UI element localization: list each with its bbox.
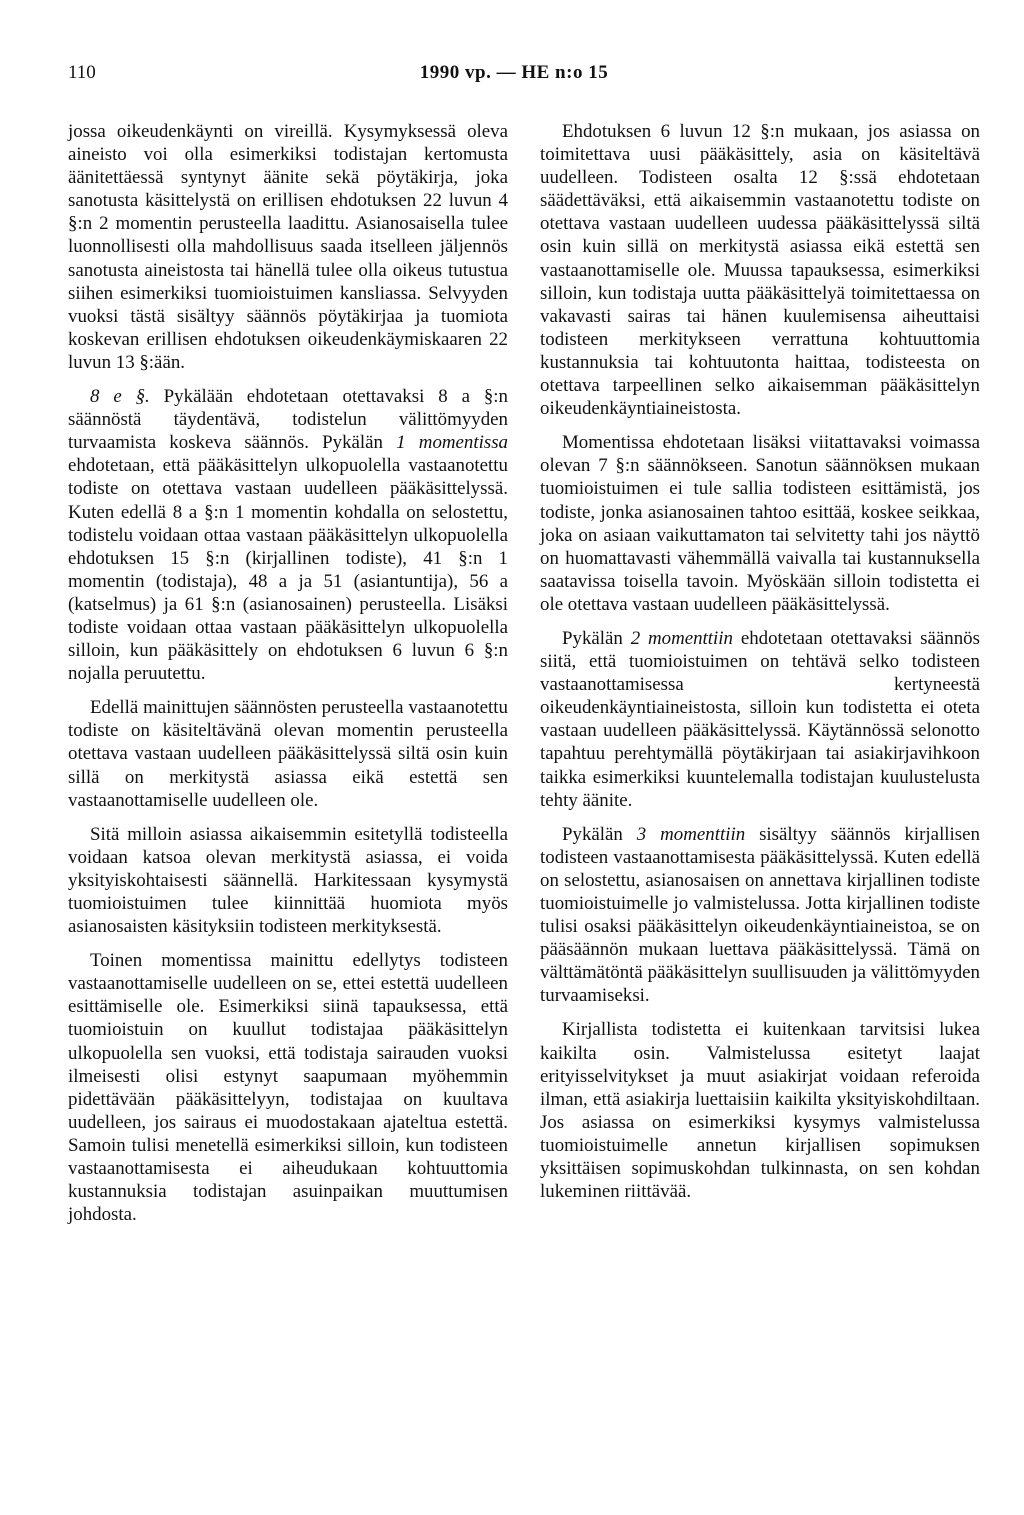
left-paragraph-4: Sitä milloin asiassa aikaisemmin esitetyllä todisteella voidaan katsoa olevan merkitystä asiassa, ei voida yksityiskohtaisesti säännellä. Harkitessaan kysymystä tuomioistuimen tulee kiinnittää huomiota myös asianosaisten käsityksiin todisteen merkityksestä. xyxy=(68,823,508,938)
left-paragraph-3: Edellä mainittujen säännösten perusteella vastaanotettu todiste on käsiteltävänä olevan momentin perusteella otettava vastaan uudelleen pääkäsittelyssä siltä osin kuin sillä on merkitystä asiassa eikä estettä sen vastaanottamiselle uudelleen ole. xyxy=(68,697,508,811)
left-paragraph-2 xyxy=(68,385,508,685)
right-paragraph-4-text-b: sisältyy säännös kirjallisen todisteen vastaanottamisesta pääkäsittelyssä. Kuten edellä on selostettu, asianosaisen on annettava kirjallinen todiste tuomioistuimelle jo valmistelussa. Jotta kirjallinen todiste tulisi osaksi pääkäsittelyn oikeudenkäyntiaineistoa, se on pääsäännön mukaan luettava pääkäsittelyssä. Tämä on välttämätöntä pääkäsittelyn suullisuuden ja välittömyyden turvaamiseksi. xyxy=(540,823,980,1007)
left-paragraph-2-text-b: ehdotetaan, että pääkäsittelyn ulkopuolella vastaanotettu todiste on otettava vastaan uudelleen pääkäsittelyssä. Kuten edellä 8 a §:n 1 momentin kohdalla on selostettu, todistelu voidaan ottaa vastaan pääkäsittelyn ulkopuolella ehdotuksen 15 §:n (kirjallinen todiste), 41 §:n 1 momentin (todistaja), 48 a ja 51 (asiantuntija), 56 a (katselmus) ja 61 §:n (asianosainen) perusteella. Lisäksi todiste voidaan ottaa vastaan pääkäsittelyn ulkopuolella silloin, kun pääkäsittely on ehdotuksen 6 luvun 6 §:n nojalla peruutettu. xyxy=(68,455,508,685)
page-header xyxy=(68,62,960,90)
left-paragraph-5: Toinen momentissa mainittu edellytys todisteen vastaanottamiselle uudelleen on se, ettei estettä uudelleen esittämiselle ole. Esimerkiksi siinä tapauksessa, että tuomioistuin on kuullut todistajaa pääkäsittelyn ulkopuolella sen vuoksi, että todistaja sairauden vuoksi ilmeisesti olisi estynyt saapumaan myöhemmin pidettävään pääkäsittelyyn, todistajaa on kuultava uudelleen, jos sairaus ei muodostakaan ajateltua estettä. Samoin tulisi menetellä esimerkiksi silloin, kun todisteen vastaanottamisesta ei aiheudukaan kohtuuttomia kustannuksia todistajan asuinpaikan muuttumisen johdosta. xyxy=(68,950,508,1226)
right-paragraph-4-emphasis: 3 momenttiin xyxy=(636,823,746,845)
right-paragraph-3-text-a: Pykälän xyxy=(562,627,631,649)
left-paragraph-2-emphasis: 1 momentissa xyxy=(396,432,509,454)
right-paragraph-5: Kirjallista todistetta ei kuitenkaan tarvitsisi lukea kaikilta osin. Valmistelussa esitetyt laajat erityisselvitykset ja muut asiakirjat voidaan referoida ilman, että asiakirja luettaisiin kaikilta yksityiskohdiltaan. Jos asiassa on esimerkiksi kysymys valmistelussa tuomioistuimelle annetun kirjallisen sopimuksen yksittäisen sopimuskohdan tulkinnasta, on sen kohdan lukeminen riittävää. xyxy=(540,1019,980,1203)
page-number: 110 xyxy=(68,62,96,83)
right-paragraph-3-emphasis: 2 momenttiin xyxy=(630,627,733,649)
right-paragraph-3 xyxy=(540,627,980,812)
right-paragraph-4 xyxy=(540,823,980,1008)
section-label-8e: 8 e §. xyxy=(90,386,150,408)
running-title: 1990 vp. — HE n:o 15 xyxy=(419,62,609,83)
left-paragraph-2-text-a: Pykälään ehdotetaan otettavaksi 8 a §:n säännöstä täydentävä, todistelun välittömyyden turvaamista koskeva säännös. Pykälän xyxy=(68,386,508,454)
left-column xyxy=(68,120,508,1226)
right-paragraph-4-text-a: Pykälän xyxy=(562,823,637,845)
right-paragraph-3-text-b: ehdotetaan otettavaksi säännös siitä, että tuomioistuimen on tehtävä selko todisteen vastaanottamisessa kertyneestä oikeudenkäyntiaineistosta, silloin kun todistetta ei oteta vastaan uudelleen pääkäsittelyssä. Käytännössä selonotto tapahtuu perehtymällä pöytäkirjaan tai asiakirjavihkoon taikka esimerkiksi kuuntelemalla todistajan kuulustelusta tehty äänite. xyxy=(540,627,980,811)
right-paragraph-1: Ehdotuksen 6 luvun 12 §:n mukaan, jos asiassa on toimitettava uusi pääkäsittely, asia on käsiteltävä uudelleen. Todisteen osalta 12 §:ssä ehdotetaan säädettäväksi, että aikaisemmin vastaanotettu todiste on otettava vastaan uudelleen uudessa pääkäsittelyssä siltä osin kuin sillä on merkitystä asiassa eikä estettä sen vastaanottamiselle ole. Muussa tapauksessa, esimerkiksi silloin, kun todistaja uutta pääkäsittelyä toimitettaessa on vakavasti sairas tai hänen kuulemisensa aiheuttaisi todisteen merkitykseen verrattuna kohtuuttomia kustannuksia tai kohtuutonta haittaa, todisteesta on otettava tarpeellinen selko aikaisemman pääkäsittelyn oikeudenkäyntiaineistosta. xyxy=(540,121,980,420)
left-paragraph-1: jossa oikeudenkäynti on vireillä. Kysymyksessä oleva aineisto voi olla esimerkiksi todistajan kertomusta äänitettäessä syntynyt äänite sekä pöytäkirja, joka sanotusta käsittelystä on erillisen ehdotuksen 22 luvun 4 §:n 2 momentin perusteella laadittu. Asianosaisella tulee luonnollisesti olla mahdollisuus saada itselleen jäljennös sanotusta aineistosta tai hänellä tulee olla oikeus tutustua siihen esimerkiksi tuomioistuimen kansliassa. Selvyyden vuoksi tästä sisältyy säännös pöytäkirjaa ja tuomiota koskevan erillisen ehdotuksen oikeudenkäymiskaaren 22 luvun 13 §:ään. xyxy=(68,121,508,373)
right-column xyxy=(540,120,980,1203)
right-paragraph-2: Momentissa ehdotetaan lisäksi viitattavaksi voimassa olevan 7 §:n säännökseen. Sanotun säännöksen mukaan tuomioistuimen ei tule sallia todisteen esittämistä, jos todiste, jonka asianosainen tahtoo esittää, koskee seikkaa, joka on asiaan vaikuttamaton tai selvitetty tahi jos näyttö on huomattavasti vähemmällä vaivalla tai kustannuksella saatavissa toisella tavoin. Myöskään silloin todistetta ei ole otettava vastaan uudelleen pääkäsittelyssä. xyxy=(540,432,980,615)
